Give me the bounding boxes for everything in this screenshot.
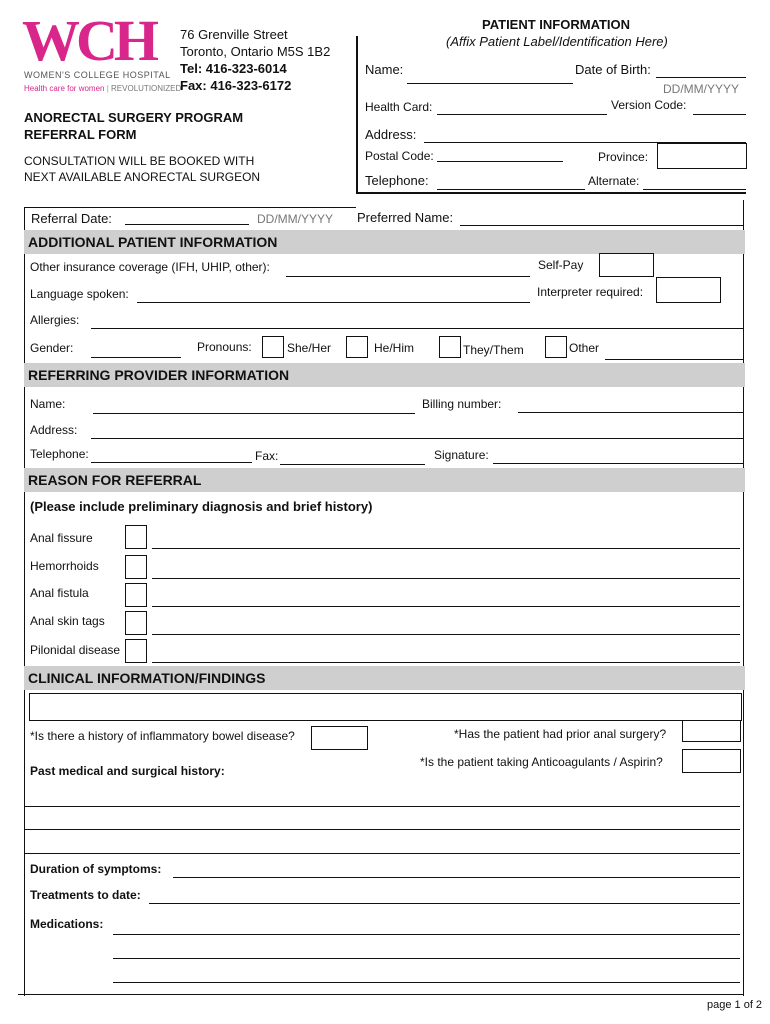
anal-skin-tags-checkbox[interactable] (125, 611, 147, 635)
duration-label: Duration of symptoms: (30, 862, 162, 876)
pronouns-label: Pronouns: (197, 340, 252, 354)
form-title-2: REFERRAL FORM (24, 127, 137, 142)
anal-skin-tags-notes[interactable] (152, 634, 740, 635)
patient-name-field[interactable] (407, 83, 573, 84)
patient-info-heading: PATIENT INFORMATION (482, 17, 631, 32)
hospital-fax: Fax: 416-323-6172 (180, 78, 292, 93)
medical-history-line-2[interactable] (24, 829, 740, 830)
patient-address-label: Address: (365, 127, 417, 142)
logo-tagline: Health care for women (24, 84, 105, 93)
provider-address-label: Address: (30, 423, 78, 437)
duration-field[interactable] (173, 877, 740, 878)
reason-label-pilonidal-disease: Pilonidal disease (30, 643, 121, 657)
self-pay-label: Self-Pay (538, 258, 584, 272)
hemorrhoids-checkbox[interactable] (125, 555, 147, 579)
pilonidal-disease-notes[interactable] (152, 662, 740, 663)
provider-name-field[interactable] (93, 413, 415, 414)
anal-fistula-checkbox[interactable] (125, 583, 147, 607)
preferred-name-label: Preferred Name: (357, 210, 454, 225)
provider-telephone-label: Telephone: (30, 447, 89, 461)
province-label: Province: (598, 150, 649, 164)
provider-fax-label: Fax: (255, 449, 279, 463)
section-reason-for-referral: REASON FOR REFERRAL (24, 468, 745, 492)
booking-note-1: CONSULTATION WILL BE BOOKED WITH (24, 154, 255, 168)
interpreter-label: Interpreter required: (537, 285, 644, 299)
she-her-checkbox[interactable] (262, 336, 284, 358)
preferred-name-field[interactable] (460, 225, 744, 226)
booking-note-2: NEXT AVAILABLE ANORECTAL SURGEON (24, 170, 261, 184)
alternate-phone-label: Alternate: (588, 174, 640, 188)
language-field[interactable] (137, 302, 530, 303)
medications-line-1[interactable] (113, 934, 740, 935)
version-code-label: Version Code: (611, 98, 687, 112)
patient-panel-bottom (356, 192, 746, 194)
prior-surgery-question: *Has the patient had prior anal surgery? (454, 727, 667, 741)
medical-history-line-3[interactable] (24, 853, 740, 854)
anal-fissure-checkbox[interactable] (125, 525, 147, 549)
medications-line-3[interactable] (113, 982, 740, 983)
provider-fax-field[interactable] (280, 464, 425, 465)
postal-code-label: Postal Code: (365, 149, 434, 163)
reason-label-anal-fistula: Anal fistula (30, 586, 89, 600)
provider-address-field[interactable] (91, 438, 743, 439)
self-pay-box[interactable] (599, 253, 654, 277)
section-referring-provider: REFERRING PROVIDER INFORMATION (24, 363, 745, 387)
referral-date-field[interactable] (125, 224, 249, 225)
ibd-question: *Is there a history of inflammatory bowel disease? (30, 729, 295, 743)
province-box[interactable] (657, 143, 747, 169)
treatments-label: Treatments to date: (30, 888, 141, 902)
billing-number-field[interactable] (518, 412, 743, 413)
anticoagulants-question: *Is the patient taking Anticoagulants / Aspirin? (420, 755, 663, 769)
they-them-label: They/Them (463, 343, 524, 357)
patient-info-subheading: (Affix Patient Label/Identification Here) (446, 34, 668, 49)
section-additional-patient-info: ADDITIONAL PATIENT INFORMATION (24, 230, 745, 254)
anticoagulants-answer-box[interactable] (682, 749, 741, 773)
dob-field[interactable] (656, 77, 746, 78)
anal-fistula-notes[interactable] (152, 606, 740, 607)
insurance-label: Other insurance coverage (IFH, UHIP, other): (30, 260, 270, 274)
dob-hint: DD/MM/YYYY (663, 82, 740, 96)
medications-label: Medications: (30, 917, 104, 931)
section-clinical-information: CLINICAL INFORMATION/FINDINGS (24, 666, 745, 690)
hospital-tel: Tel: 416-323-6014 (180, 61, 287, 76)
insurance-field[interactable] (286, 276, 530, 277)
he-him-label: He/Him (374, 341, 415, 355)
page-number: page 1 of 2 (707, 999, 763, 1011)
referral-date-label: Referral Date: (31, 211, 112, 226)
form-frame-right (743, 200, 744, 996)
ibd-answer-box[interactable] (311, 726, 368, 750)
patient-panel-border (356, 36, 358, 194)
interpreter-box[interactable] (656, 277, 721, 303)
version-code-field[interactable] (693, 114, 746, 115)
dob-label: Date of Birth: (575, 62, 651, 77)
other-pronoun-checkbox[interactable] (545, 336, 567, 358)
he-him-checkbox[interactable] (346, 336, 368, 358)
anal-fissure-notes[interactable] (152, 548, 740, 549)
pilonidal-disease-checkbox[interactable] (125, 639, 147, 663)
other-pronoun-label: Other (569, 341, 600, 355)
medical-history-label: Past medical and surgical history: (30, 764, 225, 778)
they-them-checkbox[interactable] (439, 336, 461, 358)
hemorrhoids-notes[interactable] (152, 578, 740, 579)
medications-line-2[interactable] (113, 958, 740, 959)
hospital-street: 76 Grenville Street (180, 27, 288, 42)
billing-number-label: Billing number: (422, 397, 502, 411)
alternate-phone-field[interactable] (643, 189, 746, 190)
treatments-field[interactable] (149, 903, 740, 904)
gender-field[interactable] (91, 357, 181, 358)
medical-history-line-1[interactable] (24, 806, 740, 807)
reason-label-anal-skin-tags: Anal skin tags (30, 614, 105, 628)
allergies-label: Allergies: (30, 313, 80, 327)
logo-letters: WCH (22, 8, 155, 73)
form-frame-top (24, 207, 356, 208)
provider-telephone-field[interactable] (91, 462, 252, 463)
patient-telephone-label: Telephone: (365, 173, 429, 188)
postal-code-field[interactable] (437, 161, 563, 162)
provider-name-label: Name: (30, 397, 66, 411)
she-her-label: She/Her (287, 341, 332, 355)
prior-surgery-answer-box[interactable] (682, 720, 741, 742)
clinical-findings-field[interactable] (29, 693, 742, 721)
logo-tagline-2: REVOLUTIONIZED (111, 84, 182, 93)
signature-label: Signature: (434, 448, 489, 462)
health-card-label: Health Card: (365, 100, 433, 114)
patient-telephone-field[interactable] (437, 189, 585, 190)
signature-field[interactable] (493, 463, 743, 464)
logo-name: WOMEN'S COLLEGE HOSPITAL (24, 70, 171, 80)
reason-label-anal-fissure: Anal fissure (30, 531, 93, 545)
hospital-city: Toronto, Ontario M5S 1B2 (180, 44, 331, 59)
hospital-logo: WCH WOMEN'S COLLEGE HOSPITAL Health care for women | REVOLUTIONIZED (22, 8, 182, 93)
reason-instruction: (Please include preliminary diagnosis and brief history) (30, 499, 373, 514)
form-frame-bottom (18, 994, 744, 995)
form-title-1: ANORECTAL SURGERY PROGRAM (24, 110, 244, 125)
form-frame-left (24, 207, 25, 996)
reason-label-hemorrhoids: Hemorrhoids (30, 559, 99, 573)
patient-name-label: Name: (365, 62, 404, 77)
language-label: Language spoken: (30, 287, 129, 301)
referral-date-hint: DD/MM/YYYY (257, 212, 334, 226)
other-pronoun-field[interactable] (605, 359, 743, 360)
gender-label: Gender: (30, 341, 74, 355)
allergies-field[interactable] (91, 328, 743, 329)
health-card-field[interactable] (437, 114, 607, 115)
